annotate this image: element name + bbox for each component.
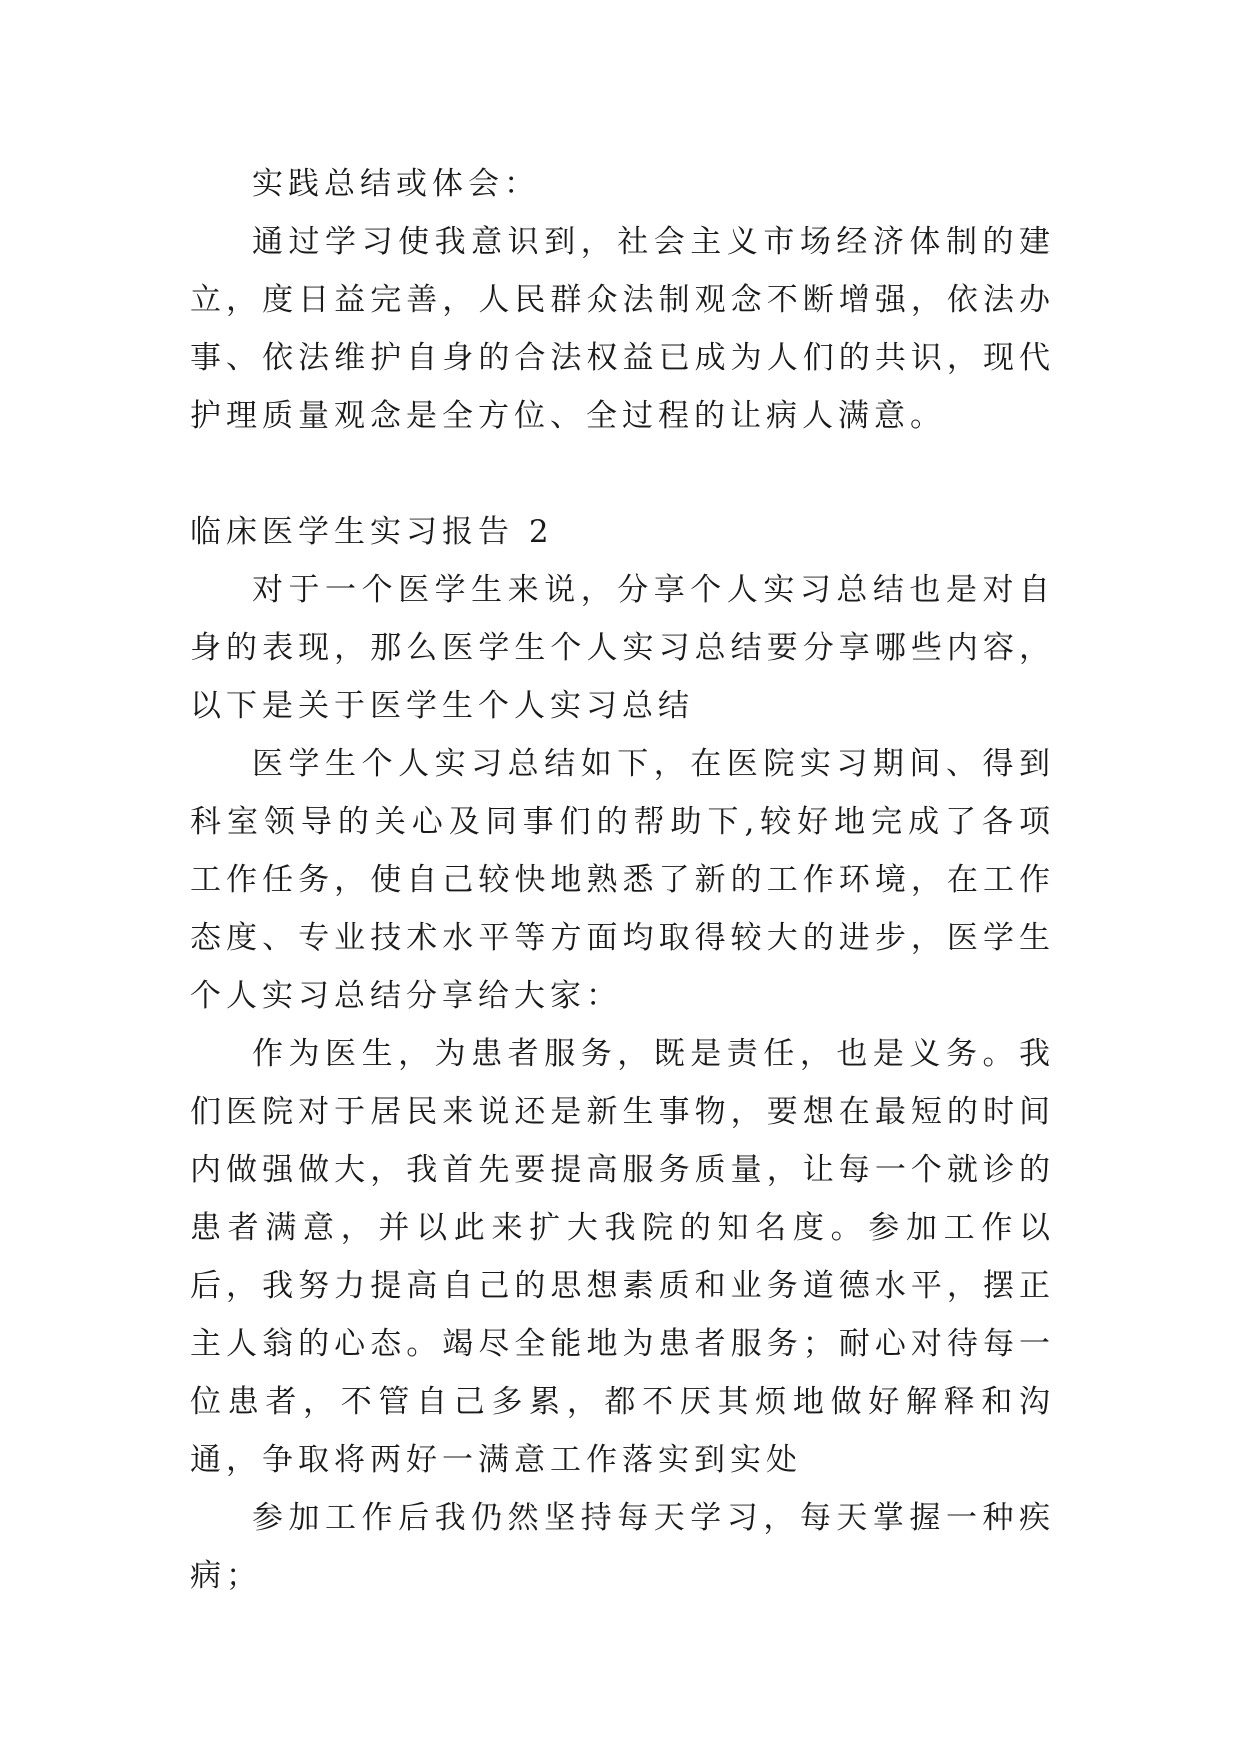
spacer xyxy=(190,445,1055,503)
document-body xyxy=(190,155,1055,1605)
paragraph: 参加工作后我仍然坚持每天学习，每天掌握一种疾病； xyxy=(190,1500,1055,1594)
paragraph: 通过学习使我意识到，社会主义市场经济体制的建立，度日益完善，人民群众法制观念不断增强，依法办事、依法维护自身的合法权益已成为人们的共识，现代护理质量观念是全方位、全过程的让病人满意。 xyxy=(190,224,1055,434)
section-heading: 实践总结或体会： xyxy=(252,166,540,202)
paragraph: 对于一个医学生来说，分享个人实习总结也是对自身的表现，那么医学生个人实习总结要分享哪些内容，以下是关于医学生个人实习总结 xyxy=(190,572,1055,724)
paragraph: 作为医生，为患者服务，既是责任，也是义务。我们医院对于居民来说还是新生事物，要想在最短的时间内做强做大，我首先要提高服务质量，让每一个就诊的患者满意，并以此来扩大我院的知名度。参加工作以后，我努力提高自己的思想素质和业务道德水平，摆正主人翁的心态。竭尽全能地为患者服务；耐心对待每一位患者，不管自己多累，都不厌其烦地做好解释和沟通，争取将两好一满意工作落实到实处 xyxy=(190,1036,1055,1478)
report-title: 临床医学生实习报告 2 xyxy=(190,514,554,550)
paragraph: 医学生个人实习总结如下，在医院实习期间、得到科室领导的关心及同事们的帮助下,较好地完成了各项工作任务，使自己较快地熟悉了新的工作环境，在工作态度、专业技术水平等方面均取得较大的进步，医学生个人实习总结分享给大家： xyxy=(190,746,1055,1014)
